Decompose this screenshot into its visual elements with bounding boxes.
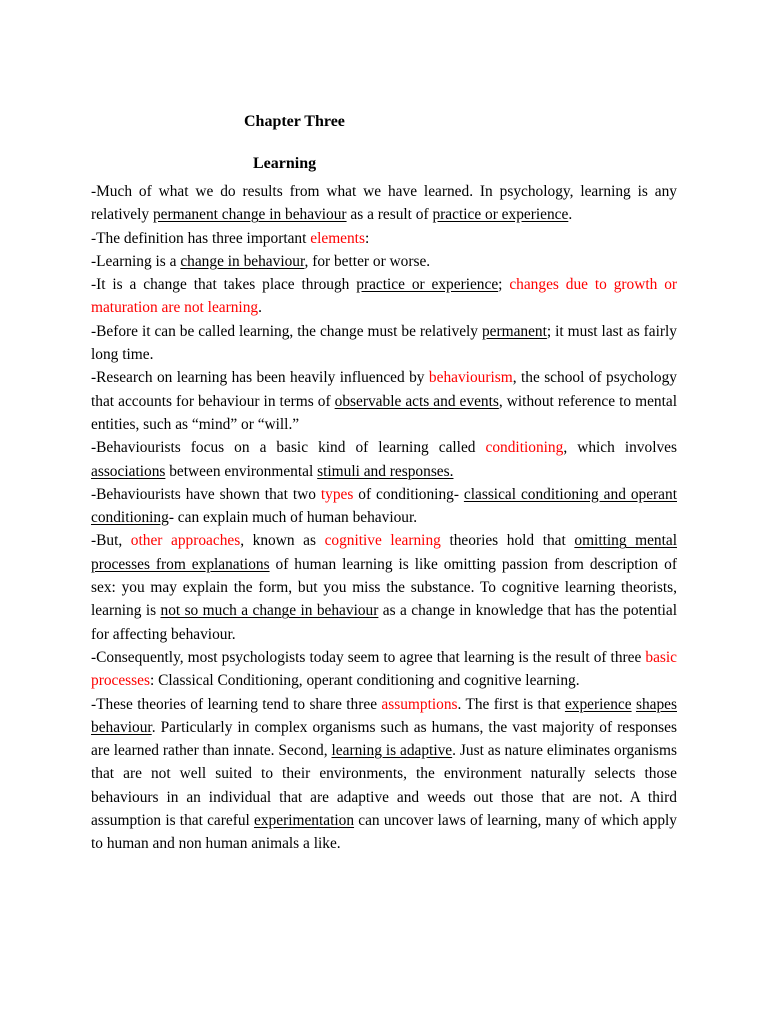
chapter-title: Chapter Three [244, 113, 345, 130]
paragraph [91, 646, 677, 693]
highlighted-term: conditioning [485, 439, 564, 457]
paragraph [91, 250, 677, 273]
paragraph [91, 273, 677, 320]
text-run: as a change in knowledge that has the potential for affecting behaviour. [91, 602, 677, 643]
highlighted-term: cognitive learning [324, 532, 441, 550]
paragraph [91, 320, 677, 367]
text-run: -Behaviourists focus on a basic kind of learning called [91, 439, 486, 457]
paragraph [91, 227, 677, 250]
text-run: -These theories of learning tend to share three [91, 695, 382, 713]
highlighted-term: other approaches [130, 532, 241, 550]
highlighted-term: basic processes [91, 648, 677, 690]
text-run: . Particularly in complex organisms such as humans, the vast majority of responses are learned rather than innate. Second, [91, 718, 677, 760]
text-run: of human learning is like omitting passion from description of sex: you may explain the form, but you miss the substance. To cognitive learning theorists, learning is [91, 555, 677, 620]
text-run: . [568, 206, 573, 224]
underlined-term: practice or experience [432, 206, 569, 224]
underlined-term: classical conditioning and operant conditioning [91, 485, 677, 527]
text-run: : [364, 229, 370, 247]
underlined-term: stimuli and responses. [317, 462, 454, 480]
underlined-term: permanent [481, 322, 547, 340]
highlighted-term: assumptions [381, 695, 458, 713]
paragraph [91, 693, 677, 856]
highlighted-term: types [320, 485, 354, 503]
text-run: -Behaviourists have shown that two [91, 485, 321, 503]
text-run: : Classical Conditioning, operant conditioning and cognitive learning. [149, 672, 580, 690]
text-run: -It is a change that takes place through [91, 276, 357, 294]
highlighted-term: behaviourism [428, 369, 513, 387]
text-run: -The definition has three important [91, 229, 311, 247]
text-run: -Before it can be called learning, the change must be relatively [91, 322, 482, 340]
highlighted-term: elements [310, 229, 365, 247]
text-run: , known as [240, 532, 325, 550]
underlined-term: learning is adaptive [331, 742, 453, 760]
underlined-term: change in behaviour [180, 252, 305, 270]
text-run: -Research on learning has been heavily influenced by [91, 369, 429, 387]
paragraph [91, 483, 677, 530]
paragraph [91, 529, 677, 645]
text-run: -But, [91, 532, 131, 550]
underlined-term: practice or experience [356, 276, 499, 294]
section-title: Learning [253, 155, 317, 172]
text-run: ; it must last as fairly long time. [91, 322, 677, 364]
text-run: , without reference to mental entities, such as “mind” or “will.” [91, 392, 677, 433]
text-run: between environmental [165, 462, 318, 480]
highlighted-term: changes due to growth or maturation are not learning [91, 276, 678, 317]
underlined-term: not so much a change in behaviour [160, 602, 379, 620]
text-run: -Learning is a [91, 252, 181, 270]
text-run: . The first is that [457, 695, 565, 713]
paragraph [91, 180, 677, 227]
text-run: ; [498, 276, 510, 294]
underlined-term: observable acts and events [334, 392, 499, 410]
underlined-term: experience [564, 695, 632, 713]
text-run: -Much of what we do results from what we have learned. In psychology, learning is any relatively [91, 183, 677, 224]
text-run: theories hold that [440, 532, 575, 550]
paragraph [91, 436, 677, 483]
underlined-term: experimentation [254, 812, 355, 830]
text-run: , which involves [563, 439, 677, 457]
text-run: . Just as nature eliminates organisms that are not well suited to their environments, the environment naturally selects those behaviours in an individual that are adaptive and weeds out those that are not. A third assumption is that careful [91, 742, 677, 830]
text-run: . [258, 299, 262, 317]
text-run: of conditioning- [353, 485, 464, 503]
paragraph [91, 366, 677, 436]
document-body [91, 180, 677, 856]
underlined-term: omitting mental processes from explanations [91, 532, 678, 573]
text-run: - can explain much of human behaviour. [168, 509, 418, 527]
text-run: -Consequently, most psychologists today seem to agree that learning is the result of three [91, 648, 646, 666]
underlined-term: associations [91, 462, 166, 480]
underlined-term: permanent change in behaviour [152, 206, 347, 224]
underlined-term: shapes behaviour [91, 695, 677, 736]
text-run: , for better or worse. [304, 252, 431, 270]
text-run: can uncover laws of learning, many of which apply to human and non human animals a like. [91, 812, 677, 853]
text-run: , the school of psychology that accounts for behaviour in terms of [91, 369, 677, 410]
text-run: as a result of [346, 206, 433, 224]
